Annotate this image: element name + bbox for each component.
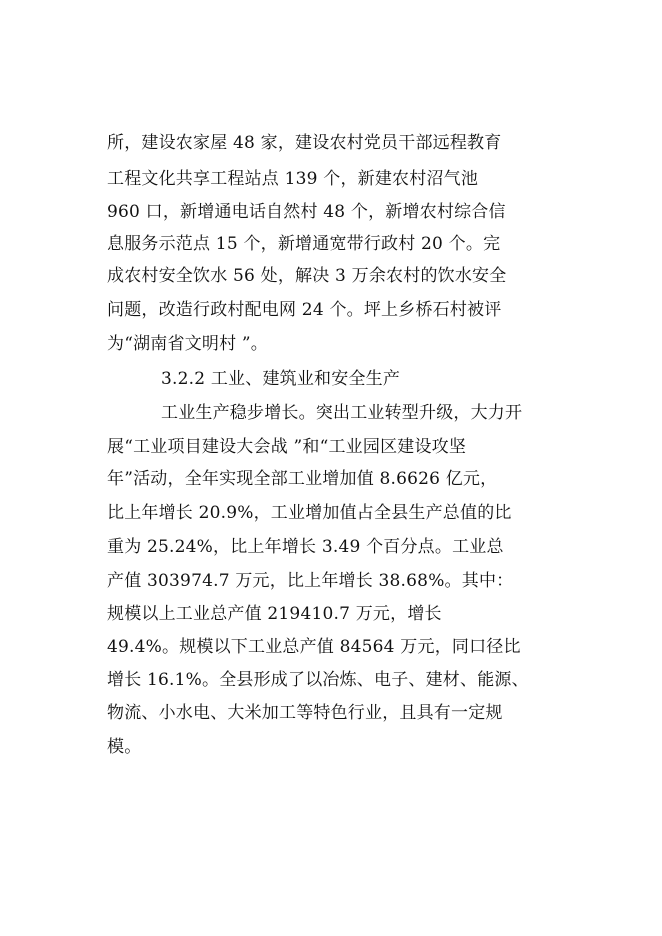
text-line-7: 为“湖南省文明村 ”。 <box>107 334 268 354</box>
text-line-17: 增长 16.1%。全县形成了以冶炼、电子、建材、能源、 <box>107 670 529 690</box>
text-line-3: 960 口，新增通电话自然村 48 个，新增农村综合信 <box>107 202 506 222</box>
text-line-2: 工程文化共享工程站点 139 个，新建农村沼气池 <box>107 169 479 189</box>
text-line-12: 比上年增长 20.9%，工业增加值占全县生产总值的比 <box>107 503 512 523</box>
section-heading: 3.2.2 工业、建筑业和安全生产 <box>161 369 401 389</box>
text-line-9: 工业生产稳步增长。突出工业转型升级，大力开 <box>161 403 523 423</box>
text-line-1: 所，建设农家屋 48 家，建设农村党员干部远程教育 <box>107 133 502 153</box>
text-line-14: 产值 303974.7 万元，比上年增长 38.68%。其中： <box>107 571 514 591</box>
text-line-18: 物流、小水电、大米加工等特色行业，且具有一定规 <box>107 703 503 723</box>
text-line-15: 规模以上工业总产值 219410.7 万元，增长 <box>107 604 442 624</box>
text-line-4: 息服务示范点 15 个，新增通宽带行政村 20 个。完 <box>107 234 501 254</box>
text-line-16: 49.4%。规模以下工业总产值 84564 万元，同口径比 <box>107 637 521 657</box>
text-line-10: 展“工业项目建设大会战 ”和“工业园区建设攻坚 <box>107 437 467 457</box>
text-line-5: 成农村安全饮水 56 处，解决 3 万余农村的饮水安全 <box>107 266 507 286</box>
text-line-19: 模。 <box>107 737 142 757</box>
text-line-6: 问题，改造行政村配电网 24 个。坪上乡桥石村被评 <box>107 300 502 320</box>
text-line-13: 重为 25.24%，比上年增长 3.49 个百分点。工业总 <box>107 537 504 557</box>
text-line-11: 年”活动，全年实现全部工业增加值 8.6626 亿元， <box>107 469 498 489</box>
